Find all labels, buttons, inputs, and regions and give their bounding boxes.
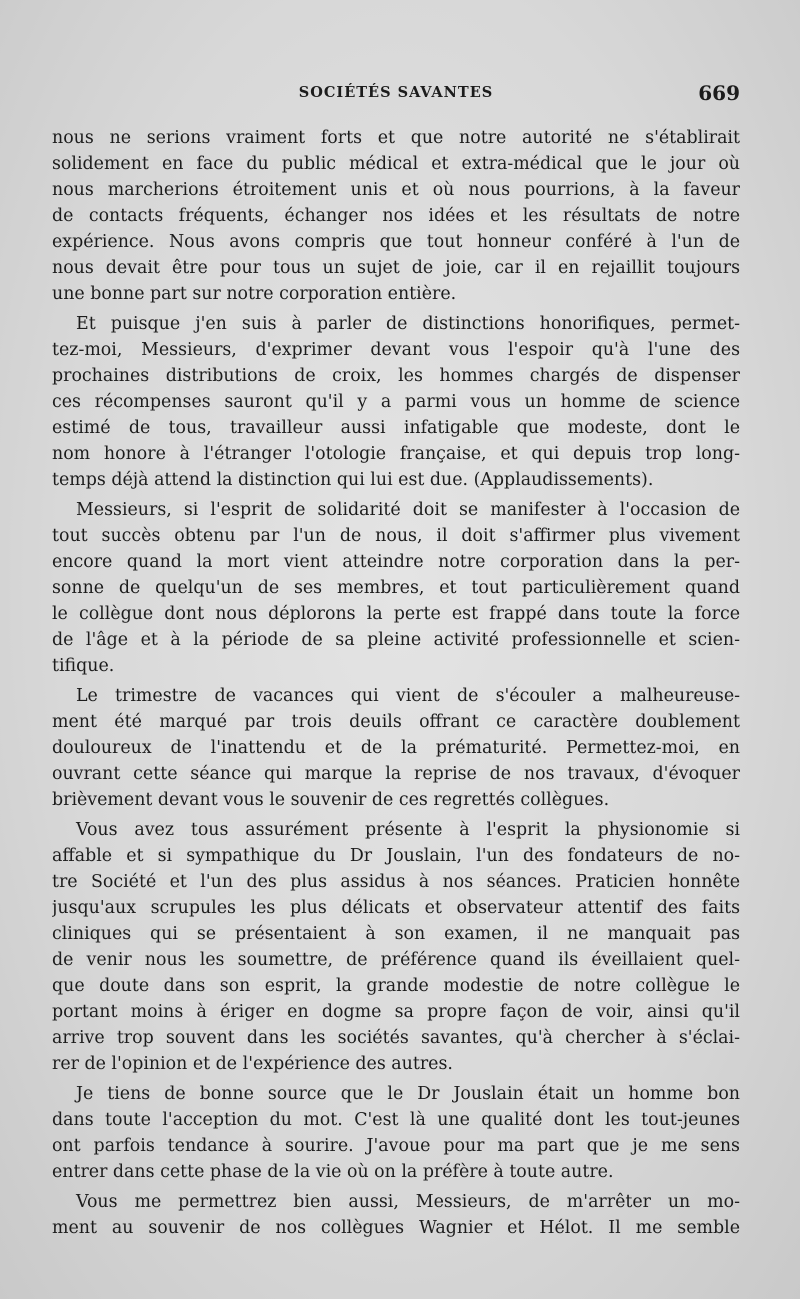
text-line: tifique. <box>52 656 115 676</box>
text-line: affable et si sympathique du Dr Jouslain, l'un des fondateurs de no- <box>52 846 740 866</box>
text-line: tre Société et l'un des plus assidus à nos séances. Praticien honnête <box>52 872 740 892</box>
paragraph <box>52 311 740 493</box>
text-line: tout succès obtenu par l'un de nous, il doit s'affirmer plus vivement <box>52 526 740 546</box>
text-line: Et puisque j'en suis à parler de distinctions honorifiques, permet- <box>76 314 740 334</box>
text-line: Le trimestre de vacances qui vient de s'écouler a malheureuse- <box>76 686 740 706</box>
text-line: solidement en face du public médical et extra-médical que le jour où <box>52 154 740 174</box>
text-line: une bonne part sur notre corporation entière. <box>52 284 457 304</box>
paragraph <box>52 817 740 1077</box>
running-title: SOCIÉTÉS SAVANTES <box>298 84 494 101</box>
text-line: encore quand la mort vient atteindre notre corporation dans la per- <box>52 552 740 572</box>
text-line: ment été marqué par trois deuils offrant ce caractère doublement <box>52 712 740 732</box>
text-line: ment au souvenir de nos collègues Wagnier et Hélot. Il me semble <box>52 1218 740 1238</box>
text-line: sonne de quelqu'un de ses membres, et tout particulièrement quand <box>52 578 740 598</box>
text-line: de l'âge et à la période de sa pleine activité professionnelle et scien- <box>52 630 740 650</box>
page-number: 669 <box>698 81 740 105</box>
text-line: de venir nous les soumettre, de préférence quand ils éveillaient quel- <box>52 950 740 970</box>
text-line: arrive trop souvent dans les sociétés savantes, qu'à chercher à s'éclai- <box>52 1028 740 1048</box>
text-line: nous ne serions vraiment forts et que notre autorité ne s'établirait <box>52 128 740 148</box>
page-header <box>52 81 740 110</box>
text-line: ont parfois tendance à sourire. J'avoue pour ma part que je me sens <box>52 1136 740 1156</box>
paragraph <box>52 1189 740 1241</box>
text-line: que doute dans son esprit, la grande modestie de notre collègue le <box>52 976 740 996</box>
text-line: tez-moi, Messieurs, d'exprimer devant vous l'espoir qu'à l'une des <box>52 340 740 360</box>
paragraph <box>52 125 740 307</box>
text-line: Messieurs, si l'esprit de solidarité doit se manifester à l'occasion de <box>76 500 740 520</box>
text-line: jusqu'aux scrupules les plus délicats et observateur attentif des faits <box>52 898 740 918</box>
text-line: dans toute l'acception du mot. C'est là une qualité dont les tout-jeunes <box>52 1110 740 1130</box>
text-line: ouvrant cette séance qui marque la reprise de nos travaux, d'évoquer <box>52 764 740 784</box>
text-line: Vous avez tous assurément présente à l'esprit la physionomie si <box>76 820 740 840</box>
text-line: ces récompenses sauront qu'il y a parmi vous un homme de science <box>52 392 740 412</box>
text-line: le collègue dont nous déplorons la perte est frappé dans toute la force <box>52 604 740 624</box>
text-line: nous devait être pour tous un sujet de joie, car il en rejaillit toujours <box>52 258 740 278</box>
paragraph <box>52 497 740 679</box>
text-line: estimé de tous, travailleur aussi infatigable que modeste, dont le <box>52 418 740 438</box>
text-line: cliniques qui se présentaient à son examen, il ne manquait pas <box>52 924 740 944</box>
text-line: brièvement devant vous le souvenir de ces regrettés collègues. <box>52 790 610 810</box>
text-line: de contacts fréquents, échanger nos idées et les résultats de notre <box>52 206 740 226</box>
text-line: Je tiens de bonne source que le Dr Jouslain était un homme bon <box>76 1084 740 1104</box>
text-line: Vous me permettrez bien aussi, Messieurs, de m'arrêter un mo- <box>76 1192 740 1212</box>
body-text <box>52 125 740 1245</box>
text-line: prochaines distributions de croix, les hommes chargés de dispenser <box>52 366 740 386</box>
text-line: rer de l'opinion et de l'expérience des autres. <box>52 1054 453 1074</box>
text-line: nom honore à l'étranger l'otologie française, et qui depuis trop long- <box>52 444 740 464</box>
paragraph <box>52 1081 740 1185</box>
paragraph <box>52 683 740 813</box>
text-line: entrer dans cette phase de la vie où on la préfère à toute autre. <box>52 1162 614 1182</box>
text-line: temps déjà attend la distinction qui lui est due. (Applaudissements). <box>52 470 654 490</box>
text-line: nous marcherions étroitement unis et où nous pourrions, à la faveur <box>52 180 740 200</box>
text-line: portant moins à ériger en dogme sa propre façon de voir, ainsi qu'il <box>52 1002 740 1022</box>
text-line: expérience. Nous avons compris que tout honneur conféré à l'un de <box>52 232 740 252</box>
text-line: douloureux de l'inattendu et de la prématurité. Permettez-moi, en <box>52 738 740 758</box>
